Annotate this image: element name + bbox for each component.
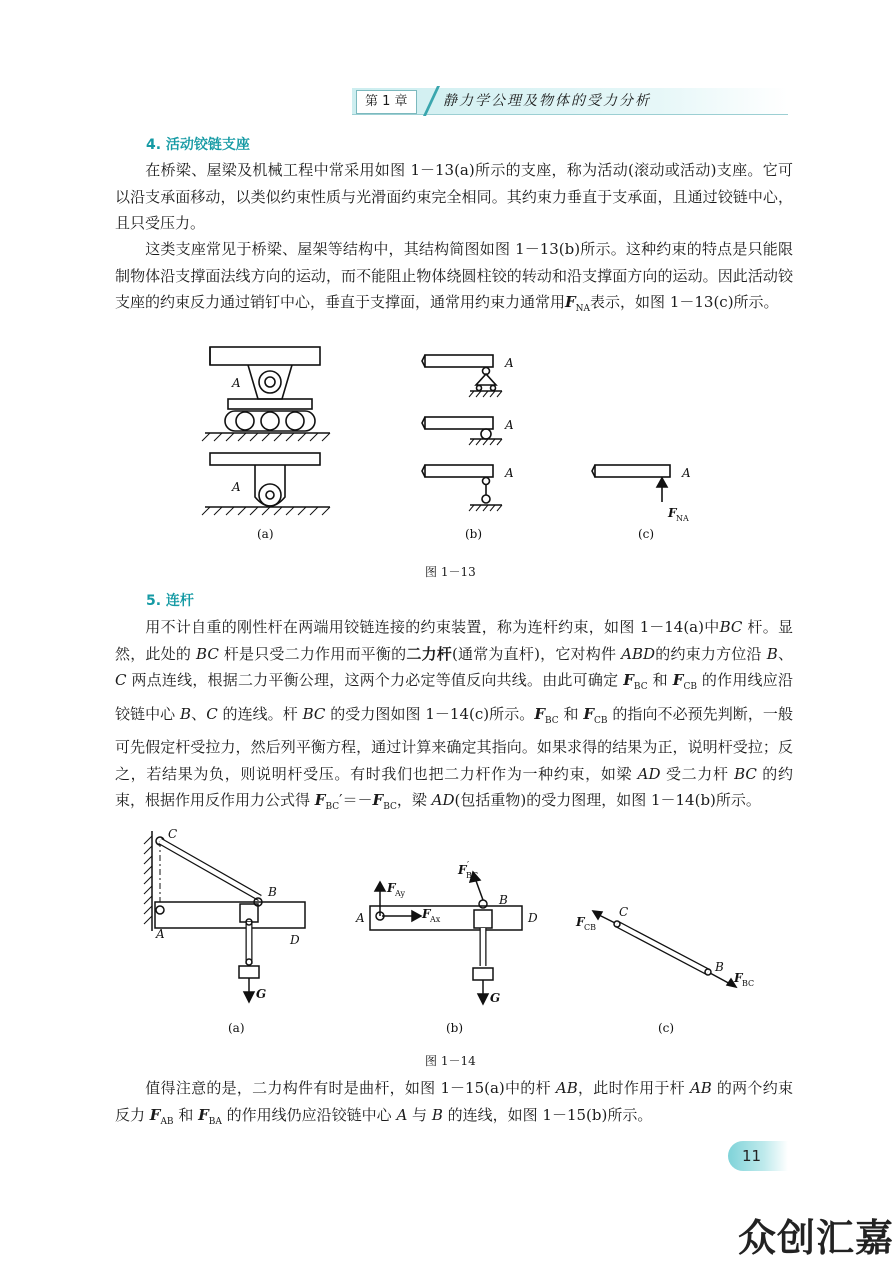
fig13-label-b3: A	[505, 466, 514, 480]
p5-force-sub5: BC	[325, 802, 340, 812]
fig13-label-b2: A	[505, 418, 514, 432]
fig14-caption-c: (c)	[658, 1021, 675, 1035]
fig14c-force-fcb: F	[576, 915, 585, 929]
p5-var-bc-4: BC	[734, 764, 757, 783]
p5-text-4: (通常为直杆)，它对构件	[451, 644, 622, 663]
fig13-caption-a: (a)	[257, 527, 274, 541]
fig14c-label-b: B	[715, 960, 724, 974]
closing-text-1: 值得注意的是，二力构件有时是曲杆，如图 1－15(a)中的杆	[145, 1079, 556, 1097]
paragraph-4-1	[115, 157, 793, 237]
section-title-5: 5. 连杆	[146, 593, 194, 609]
fig14c-force-fbc-sub: BC	[742, 979, 755, 988]
fig14c-force-fcb-sub: CB	[584, 923, 596, 932]
p5-sep-2: 、	[191, 704, 207, 723]
symbol-F: F	[565, 293, 576, 311]
fig13-label-a-bottom: A	[232, 480, 241, 494]
p5-text-3: 杆是只受二力作用而平衡的	[218, 644, 407, 663]
p5-force-sub1: BC	[633, 682, 648, 692]
figure-1-14	[130, 826, 780, 1041]
p5-var-bc-3: BC	[302, 704, 326, 723]
fig14b-force-fax-sub: Ax	[430, 915, 441, 924]
closing-force-sub2: BA	[208, 1116, 222, 1127]
fig14a-label-c: C	[168, 827, 178, 841]
p5-force-sub2: CB	[683, 682, 697, 692]
chapter-number: 第 1 章	[356, 90, 417, 114]
closing-var-a: A	[396, 1105, 408, 1124]
p5-minus: －	[357, 791, 373, 809]
fig14a-label-g: G	[256, 987, 267, 1001]
fig13-label-b1: A	[505, 356, 514, 370]
fig14b-force-fay: F	[387, 881, 396, 895]
closing-force-sub1: AB	[160, 1116, 174, 1127]
p5-and-2: 和	[558, 704, 584, 723]
p5-force-f1: F	[623, 671, 634, 689]
closing-force-f2: F	[198, 1105, 209, 1124]
figure-1-14-caption: 图 1－14	[425, 1054, 476, 1068]
paragraph-4-1-text: 在桥梁、屋梁及机械工程中常采用如图 1－13(a)所示的支座，称为活动(滚动或活动)支座。它可以沿支承面移动，以类似约束性质与光滑面约束完全相同。其约束力垂直于支承面，且通过铰链中心，且只受压力。	[115, 161, 793, 232]
p5-text-14: ，梁	[396, 791, 432, 809]
p5-text-12: 受二力杆	[660, 764, 735, 783]
fig13-label-c: A	[682, 466, 691, 480]
closing-text-2: ，此时作用于杆	[577, 1079, 690, 1097]
p5-text-8: 的作用线应沿铰链中心	[115, 671, 793, 723]
p5-var-bc-2: BC	[196, 644, 219, 663]
fig13-caption-b: (b)	[465, 527, 483, 541]
fig14b-force-fbc: F	[458, 863, 467, 877]
fig14a-label-b: B	[268, 885, 277, 899]
p5-text-5: 的约束力方位沿	[655, 644, 767, 663]
p5-force-f4: F	[583, 704, 595, 723]
p5-text-11: 的指向不必预先判断，一般可先假定杆受拉力，然后列平衡方程，通过计算来确定其指向。如果求得的结果为正，说明杆受拉；反之，若结果为负，则说明杆受压。有时我们也把二力杆作为一种约束，如梁	[115, 704, 793, 783]
closing-text-7: 的连线，如图 1－15(b)所示。	[442, 1105, 653, 1124]
figure-1-13-caption: 图 1－13	[425, 565, 476, 579]
p5-force-sub6: BC	[383, 802, 397, 812]
closing-text-5: 的作用线仍应沿铰链中心	[221, 1105, 397, 1124]
fig14b-label-d: D	[528, 911, 538, 925]
p5-force-f2: F	[672, 671, 684, 689]
closing-var-ab: AB	[555, 1079, 578, 1097]
fig13-caption-c: (c)	[638, 527, 655, 541]
p5-var-ad: AD	[637, 764, 661, 783]
p5-text-9: 的连线。杆	[217, 704, 303, 723]
p5-text-7: 确定	[587, 671, 624, 689]
p5-text-13: 的约束，根据作用反作用力公式得	[115, 764, 793, 809]
fig14b-force-fbc-prime: ′	[467, 861, 470, 871]
p5-prime-eq: ′＝	[339, 791, 358, 809]
p5-var-c: C	[115, 671, 127, 689]
p5-var-bc: BC	[719, 618, 743, 636]
p5-text-10: 的受力图如图 1－14(c)所示。	[325, 704, 535, 723]
paragraph-4-2	[115, 236, 793, 323]
fig14b-label-a: A	[356, 911, 365, 925]
paragraph-4-2-text: 这类支座常见于桥梁、屋架等结构中，其结构简图如图 1－13(b)所示。这种约束的特点是只能限制物体沿支撑面法线方向的运动，而不能阻止物体绕圆柱铰的转动和沿支撑面方向的运动。因此活动铰支座的约束反力通过销钉中心，垂直于支撑面，通常用约束力通常用	[115, 240, 793, 311]
p5-force-f3: F	[534, 704, 545, 723]
watermark-logo: 众创汇嘉	[738, 1216, 895, 1260]
chapter-title: 静力学公理及物体的受力分析	[443, 93, 651, 109]
closing-text-6: 与	[407, 1105, 432, 1124]
fig14b-force-fax: F	[422, 907, 431, 921]
p5-var-b2: B	[180, 704, 192, 723]
p5-text-2: 杆。显然，此处的	[115, 618, 793, 663]
p5-force-sub4: CB	[594, 715, 608, 726]
p5-term-two-force-member: 二力杆	[406, 644, 452, 663]
p5-force-sub3: BC	[545, 715, 559, 726]
fig14c-label-c: C	[619, 905, 629, 919]
closing-and: 和	[173, 1105, 199, 1124]
symbol-subscript: NA	[575, 304, 591, 314]
fig14a-label-d: D	[290, 933, 300, 947]
fig14-caption-b: (b)	[446, 1021, 464, 1035]
p5-and-1: 和	[647, 671, 673, 689]
beam-a-top	[210, 347, 320, 365]
p5-var-b: B	[766, 644, 778, 663]
fig13-force-sub: NA	[676, 514, 689, 523]
section-title-4: 4. 活动铰链支座	[146, 137, 250, 153]
p5-var-abd: ABD	[621, 644, 656, 663]
fig14b-force-fbc-sub: BC	[466, 871, 479, 880]
support-bracket	[248, 365, 292, 399]
p5-var-c2: C	[206, 704, 218, 723]
paragraph-4-2-tail: 表示，如图 1－13(c)所示。	[590, 293, 779, 311]
fig14b-label-b: B	[499, 893, 508, 907]
fig14-caption-a: (a)	[228, 1021, 245, 1035]
p5-force-f5: F	[314, 791, 326, 809]
p5-sep: 、	[777, 644, 793, 663]
fig13-label-a-top: A	[232, 376, 241, 390]
figure-1-13	[190, 335, 710, 550]
closing-force-f1: F	[149, 1105, 161, 1124]
fig14c-force-fbc: F	[734, 971, 743, 985]
closing-var-b: B	[431, 1105, 443, 1124]
paragraph-5-1	[115, 614, 793, 821]
page-number: 11	[742, 1147, 762, 1165]
fig14a-label-a: A	[156, 927, 165, 941]
fig13-force-label: F	[668, 506, 677, 520]
p5-text-15: (包括重物)的受力图理，如图 1－14(b)所示。	[454, 791, 761, 809]
closing-var-ab-2: AB	[689, 1079, 712, 1097]
p5-var-ad-2: AD	[431, 791, 455, 809]
closing-text-4: 个约束反力	[115, 1079, 793, 1124]
fig14b-force-fay-sub: Ay	[395, 889, 405, 898]
p5-text-1: 用不计自重的刚性杆在两端用铰链连接的约束装置，称为连杆约束，如图 1－14(a)中	[145, 618, 720, 636]
closing-text-3: 的两	[711, 1079, 748, 1097]
fig14b-label-g: G	[490, 991, 501, 1005]
p5-text-6: 两点连线，根据二力平衡公理，这两个力必定等值反向共线。由此可	[126, 671, 588, 689]
paragraph-closing	[115, 1075, 793, 1135]
p5-force-f6: F	[372, 791, 384, 809]
